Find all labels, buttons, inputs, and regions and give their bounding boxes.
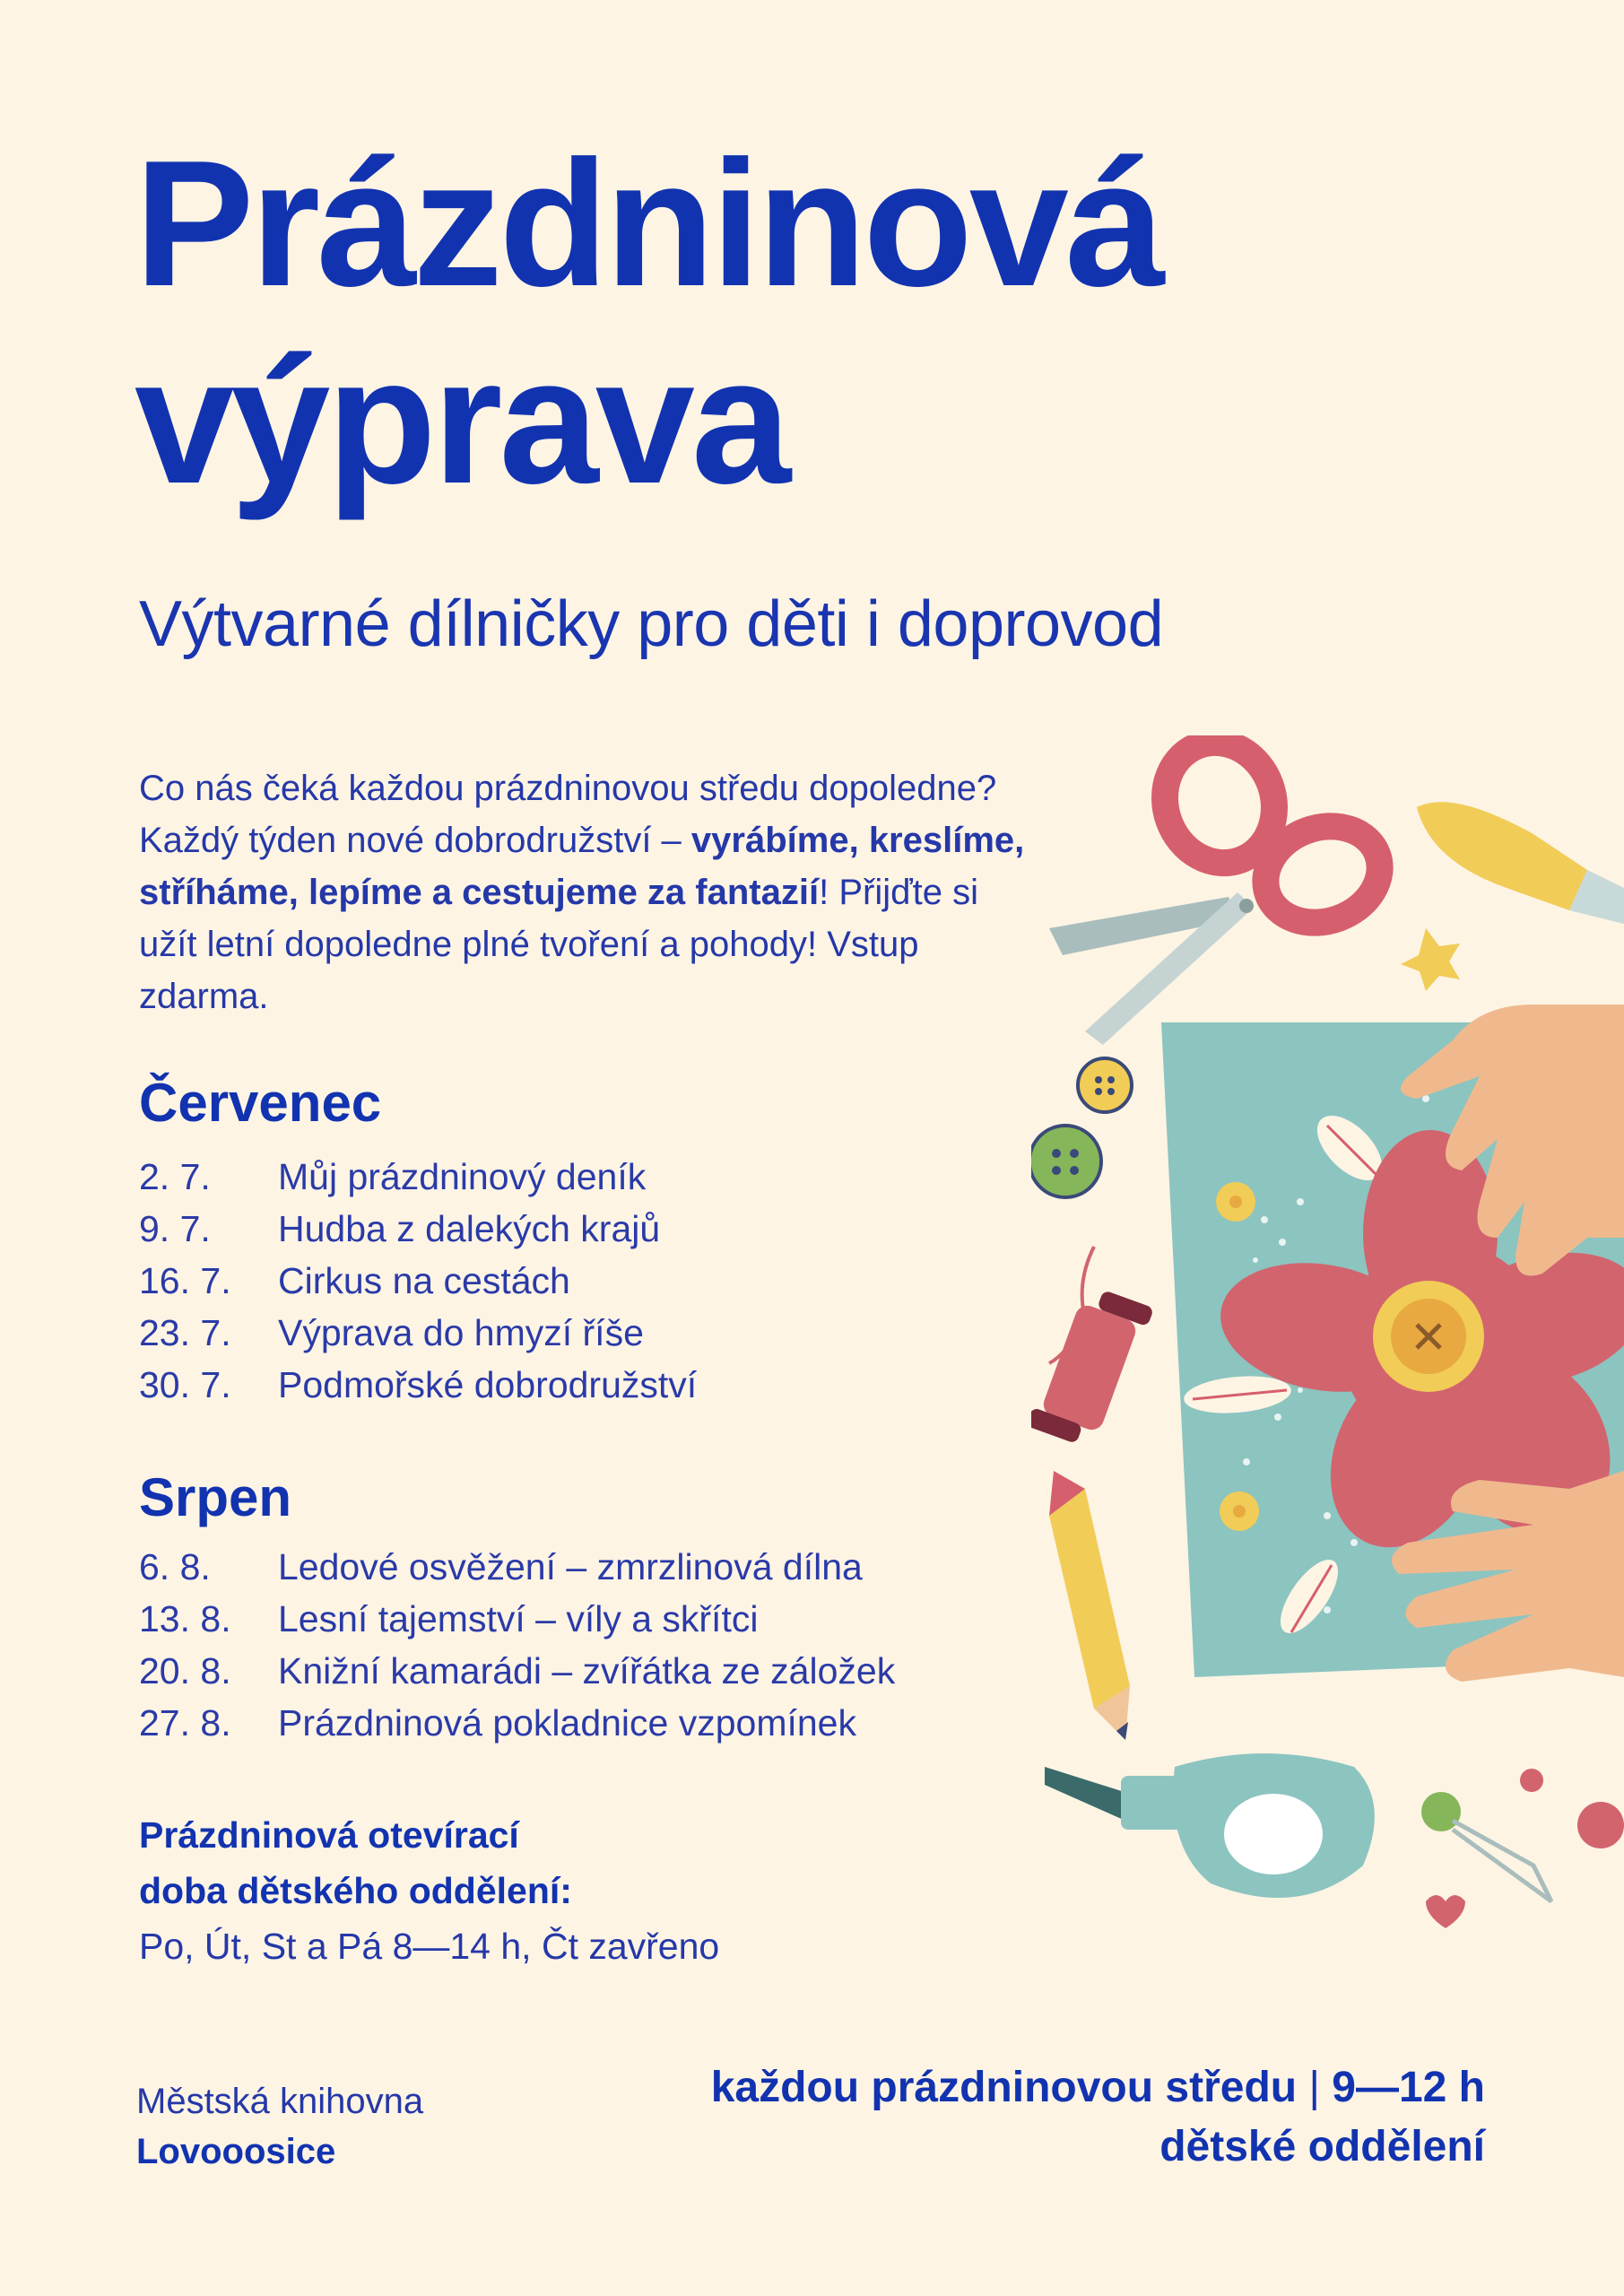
event-date: 9. 7. bbox=[139, 1208, 211, 1249]
bead-icon bbox=[1520, 1769, 1543, 1792]
safety-pin-icon bbox=[1421, 1792, 1551, 1901]
event-date: 30. 7. bbox=[139, 1364, 231, 1405]
list-item bbox=[139, 1151, 697, 1203]
schedule-july bbox=[139, 1151, 697, 1411]
opening-hours bbox=[139, 1807, 719, 1974]
event-date: 20. 8. bbox=[139, 1650, 231, 1692]
event-date: 23. 7. bbox=[139, 1312, 231, 1353]
glue-bottle-icon bbox=[1045, 1753, 1375, 1898]
event-title: Můj prázdninový deník bbox=[278, 1156, 647, 1197]
event-title: Podmořské dobrodružství bbox=[278, 1364, 698, 1405]
poster-title bbox=[135, 126, 1161, 520]
title-line-2: výprava bbox=[135, 321, 788, 521]
small-flower-icon bbox=[1220, 1492, 1259, 1531]
separator: | bbox=[1308, 2064, 1320, 2111]
event-date: 13. 8. bbox=[139, 1598, 231, 1639]
small-flower-icon bbox=[1216, 1182, 1255, 1222]
list-item bbox=[139, 1255, 697, 1307]
thread-spool-icon bbox=[1031, 1247, 1154, 1444]
intro-part-1: Co nás čeká každou prázdninovou středu dopoledne? Každý týden nové dobrodružství – bbox=[139, 769, 997, 860]
intro-bold: vyrábíme, kreslíme, stříháme, lepíme a cestujeme za fantazií bbox=[139, 821, 1025, 912]
month-heading-august: Srpen bbox=[139, 1467, 292, 1527]
opening-hours-text: Po, Út, St a Pá 8—14 h, Čt zavřeno bbox=[139, 1926, 720, 1967]
craft-supplies-illustration bbox=[1031, 735, 1624, 2009]
event-time: 9—12 h bbox=[1332, 2064, 1485, 2111]
event-title: Lesní tajemství – víly a skřítci bbox=[278, 1598, 759, 1639]
list-item bbox=[139, 1541, 895, 1593]
library-name-line-1: Městská knihovna bbox=[136, 2082, 424, 2121]
opening-hours-heading-1: Prázdninová otevírací bbox=[139, 1814, 519, 1856]
list-item bbox=[139, 1593, 895, 1645]
scissors-icon bbox=[1049, 735, 1394, 1045]
event-title: Cirkus na cestách bbox=[278, 1260, 570, 1301]
event-title: Prázdninová pokladnice vzpomínek bbox=[278, 1702, 856, 1744]
event-date: 27. 8. bbox=[139, 1702, 231, 1744]
star-icon bbox=[1401, 928, 1460, 991]
pencil-icon bbox=[1049, 1471, 1130, 1740]
event-title: Výprava do hmyzí říše bbox=[278, 1312, 644, 1353]
event-place: dětské oddělení bbox=[1159, 2123, 1485, 2170]
intro-paragraph bbox=[139, 762, 1036, 1022]
list-item bbox=[139, 1307, 697, 1359]
event-title: Ledové osvěžení – zmrzlinová dílna bbox=[278, 1546, 863, 1587]
event-date: 2. 7. bbox=[139, 1156, 211, 1197]
poster-subtitle: Výtvarné dílničky pro děti i doprovod bbox=[139, 588, 1164, 660]
heart-icon bbox=[1426, 1895, 1465, 1928]
month-heading-july: Červenec bbox=[139, 1073, 382, 1133]
intro-part-2: ! Přijďte si užít letní dopoledne plné tvoření a pohody! Vstup zdarma. bbox=[139, 873, 979, 1016]
event-day: každou prázdninovou středu bbox=[710, 2064, 1298, 2111]
event-title: Hudba z dalekých krajů bbox=[278, 1208, 661, 1249]
button-icon bbox=[1078, 1058, 1132, 1112]
library-name-line-2: Lovooosice bbox=[136, 2132, 336, 2171]
list-item bbox=[139, 1697, 895, 1749]
button-icon bbox=[1031, 1126, 1101, 1197]
opening-hours-heading-2: doba dětského oddělení: bbox=[139, 1870, 572, 1911]
crayon-icon bbox=[1417, 802, 1624, 924]
list-item bbox=[139, 1359, 697, 1411]
event-date: 6. 8. bbox=[139, 1546, 211, 1587]
title-line-1: Prázdninová bbox=[135, 124, 1162, 324]
list-item bbox=[139, 1645, 895, 1697]
event-date: 16. 7. bbox=[139, 1260, 231, 1301]
schedule-august bbox=[139, 1541, 895, 1749]
library-name bbox=[136, 2076, 423, 2177]
event-time-place bbox=[711, 2058, 1485, 2177]
list-item bbox=[139, 1203, 697, 1255]
event-title: Knižní kamarádi – zvířátka ze záložek bbox=[278, 1650, 896, 1692]
bead-icon bbox=[1577, 1802, 1624, 1848]
